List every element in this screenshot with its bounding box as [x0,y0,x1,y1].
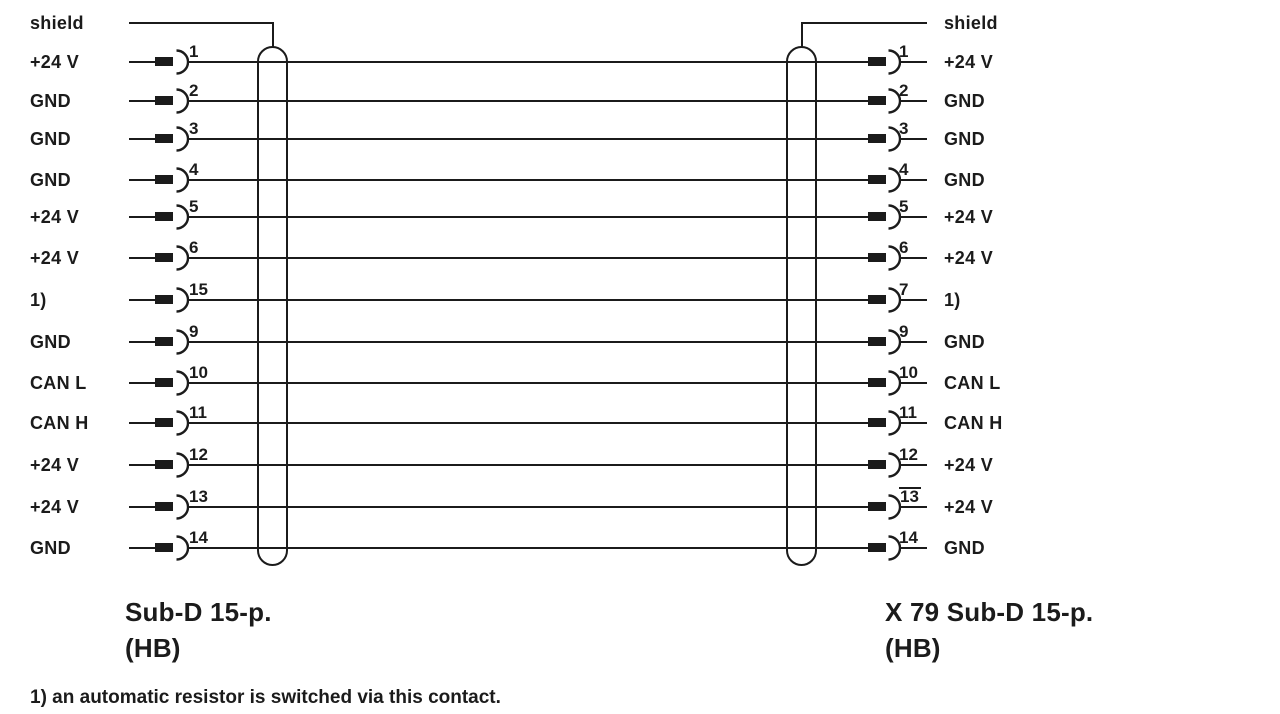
right-male-pin-icon [868,502,886,511]
connection-wire [188,257,869,259]
left-pin-number: 11 [189,402,207,422]
left-lead-wire [129,341,156,343]
right-signal-label: GND [944,90,985,111]
left-signal-label: GND [30,537,71,558]
left-male-pin-icon [155,460,173,469]
left-signal-label: +24 V [30,247,80,268]
left-female-socket-icon [174,410,189,436]
connection-wire [188,422,869,424]
right-exit-wire [900,138,927,140]
connection-wire [188,547,869,549]
footnote: 1) an automatic resistor is switched via this contact. [30,687,501,708]
left-male-pin-icon [155,543,173,552]
left-signal-label: GND [30,331,71,352]
right-pin-number: 1 [899,41,909,61]
right-exit-wire [900,464,927,466]
left-male-pin-icon [155,295,173,304]
left-lead-wire [129,179,156,181]
right-pin-number: 11 [899,402,917,422]
right-male-pin-icon [868,543,886,552]
pin-connection-row [0,445,1280,486]
left-pin-number: 13 [189,486,208,506]
right-male-pin-icon [868,378,886,387]
pin-connection-row [0,42,1280,83]
right-male-pin-icon [868,57,886,66]
connection-wire [188,179,869,181]
right-pin-number: 13 [900,486,919,506]
left-lead-wire [129,61,156,63]
right-signal-label: +24 V [944,51,994,72]
pin-connection-row [0,197,1280,238]
pin-connection-row [0,81,1280,122]
right-pin-number: 3 [899,118,909,138]
left-cable-shield-outline [257,46,288,566]
pin-connection-row [0,160,1280,201]
left-pin-number: 6 [189,237,199,257]
right-male-pin-icon [868,96,886,105]
left-lead-wire [129,216,156,218]
right-signal-label: CAN L [944,372,1001,393]
connection-wire [188,138,869,140]
right-pin-number: 9 [899,321,909,341]
left-signal-label: 1) [30,289,47,310]
right-shield-label: shield [944,13,998,33]
left-lead-wire [129,257,156,259]
left-female-socket-icon [174,452,189,478]
right-male-pin-icon [868,295,886,304]
connection-wire [188,382,869,384]
left-pin-number: 4 [189,159,199,179]
left-signal-label: +24 V [30,206,80,227]
right-male-pin-icon [868,337,886,346]
left-pin-number: 1 [189,41,199,61]
pin-connection-row [0,363,1280,404]
left-connector-name-line1: Sub-D 15-p. [125,597,272,627]
left-connector-name [125,594,272,666]
right-shield-wire [802,22,927,24]
right-pin-number: 5 [899,196,909,216]
pin-connection-row [0,280,1280,321]
pin-connection-row [0,528,1280,569]
right-exit-wire [900,61,927,63]
left-male-pin-icon [155,134,173,143]
right-signal-label: GND [944,537,985,558]
pin-connection-row [0,238,1280,279]
left-female-socket-icon [174,204,189,230]
right-exit-wire [900,547,927,549]
right-pin-number: 2 [899,80,909,100]
right-exit-wire [900,257,927,259]
right-male-pin-icon [868,253,886,262]
right-signal-label: +24 V [944,454,994,475]
left-signal-label: GND [30,128,71,149]
left-female-socket-icon [174,535,189,561]
right-pin-number: 6 [899,237,909,257]
right-exit-wire [900,382,927,384]
connection-wire [188,216,869,218]
right-male-pin-icon [868,460,886,469]
left-signal-label: +24 V [30,51,80,72]
left-pin-number: 3 [189,118,199,138]
right-pin-number: 10 [899,362,918,382]
left-shield-wire [129,22,273,24]
left-signal-label: CAN H [30,412,89,433]
pin-connection-row [0,322,1280,363]
right-exit-wire [900,422,927,424]
left-lead-wire [129,506,156,508]
left-signal-label: GND [30,169,71,190]
left-female-socket-icon [174,88,189,114]
right-signal-label: +24 V [944,496,994,517]
left-female-socket-icon [174,167,189,193]
left-pin-number: 15 [189,279,208,299]
left-signal-label: +24 V [30,454,80,475]
connection-wire [188,341,869,343]
connection-wire [188,299,869,301]
right-male-pin-icon [868,134,886,143]
right-pin-number: 14 [899,527,918,547]
connection-wire [188,61,869,63]
right-male-pin-icon [868,212,886,221]
right-cable-shield-outline [786,46,817,566]
left-female-socket-icon [174,370,189,396]
right-exit-wire [900,179,927,181]
pin-connection-row [0,403,1280,444]
left-lead-wire [129,382,156,384]
left-shield-label: shield [30,13,84,33]
left-lead-wire [129,299,156,301]
pin-connection-row [0,487,1280,528]
left-pin-number: 5 [189,196,199,216]
left-male-pin-icon [155,337,173,346]
left-pin-number: 10 [189,362,208,382]
right-signal-label: GND [944,331,985,352]
left-connector-name-line2: (HB) [125,633,181,663]
connection-wire [188,464,869,466]
left-male-pin-icon [155,96,173,105]
right-pin-number: 4 [899,159,909,179]
left-signal-label: CAN L [30,372,87,393]
right-exit-wire [900,216,927,218]
right-male-pin-icon [868,418,886,427]
pin-connection-row [0,119,1280,160]
left-female-socket-icon [174,49,189,75]
right-male-pin-icon [868,175,886,184]
right-connector-name-line1: X 79 Sub-D 15-p. [885,597,1094,627]
left-male-pin-icon [155,175,173,184]
right-signal-label: CAN H [944,412,1003,433]
right-connector-name-line2: (HB) [885,633,941,663]
left-male-pin-icon [155,57,173,66]
connection-wire [188,100,869,102]
right-exit-wire [900,341,927,343]
left-female-socket-icon [174,494,189,520]
left-female-socket-icon [174,287,189,313]
left-male-pin-icon [155,253,173,262]
left-male-pin-icon [155,212,173,221]
left-pin-number: 12 [189,444,208,464]
right-signal-label: GND [944,128,985,149]
right-exit-wire [900,506,927,508]
right-signal-label: +24 V [944,206,994,227]
right-exit-wire [900,100,927,102]
connection-wire [188,506,869,508]
right-signal-label: 1) [944,289,961,310]
right-signal-label: +24 V [944,247,994,268]
right-signal-label: GND [944,169,985,190]
left-signal-label: +24 V [30,496,80,517]
left-pin-number: 9 [189,321,199,341]
left-male-pin-icon [155,502,173,511]
left-pin-number: 14 [189,527,208,547]
left-lead-wire [129,547,156,549]
left-lead-wire [129,464,156,466]
left-lead-wire [129,100,156,102]
right-exit-wire [900,299,927,301]
right-pin-number: 7 [899,279,909,299]
left-female-socket-icon [174,245,189,271]
left-male-pin-icon [155,418,173,427]
right-pin-number: 12 [899,444,918,464]
left-signal-label: GND [30,90,71,111]
right-connector-name [885,594,1093,666]
left-pin-number: 2 [189,80,199,100]
left-lead-wire [129,138,156,140]
left-lead-wire [129,422,156,424]
left-male-pin-icon [155,378,173,387]
left-female-socket-icon [174,126,189,152]
left-female-socket-icon [174,329,189,355]
